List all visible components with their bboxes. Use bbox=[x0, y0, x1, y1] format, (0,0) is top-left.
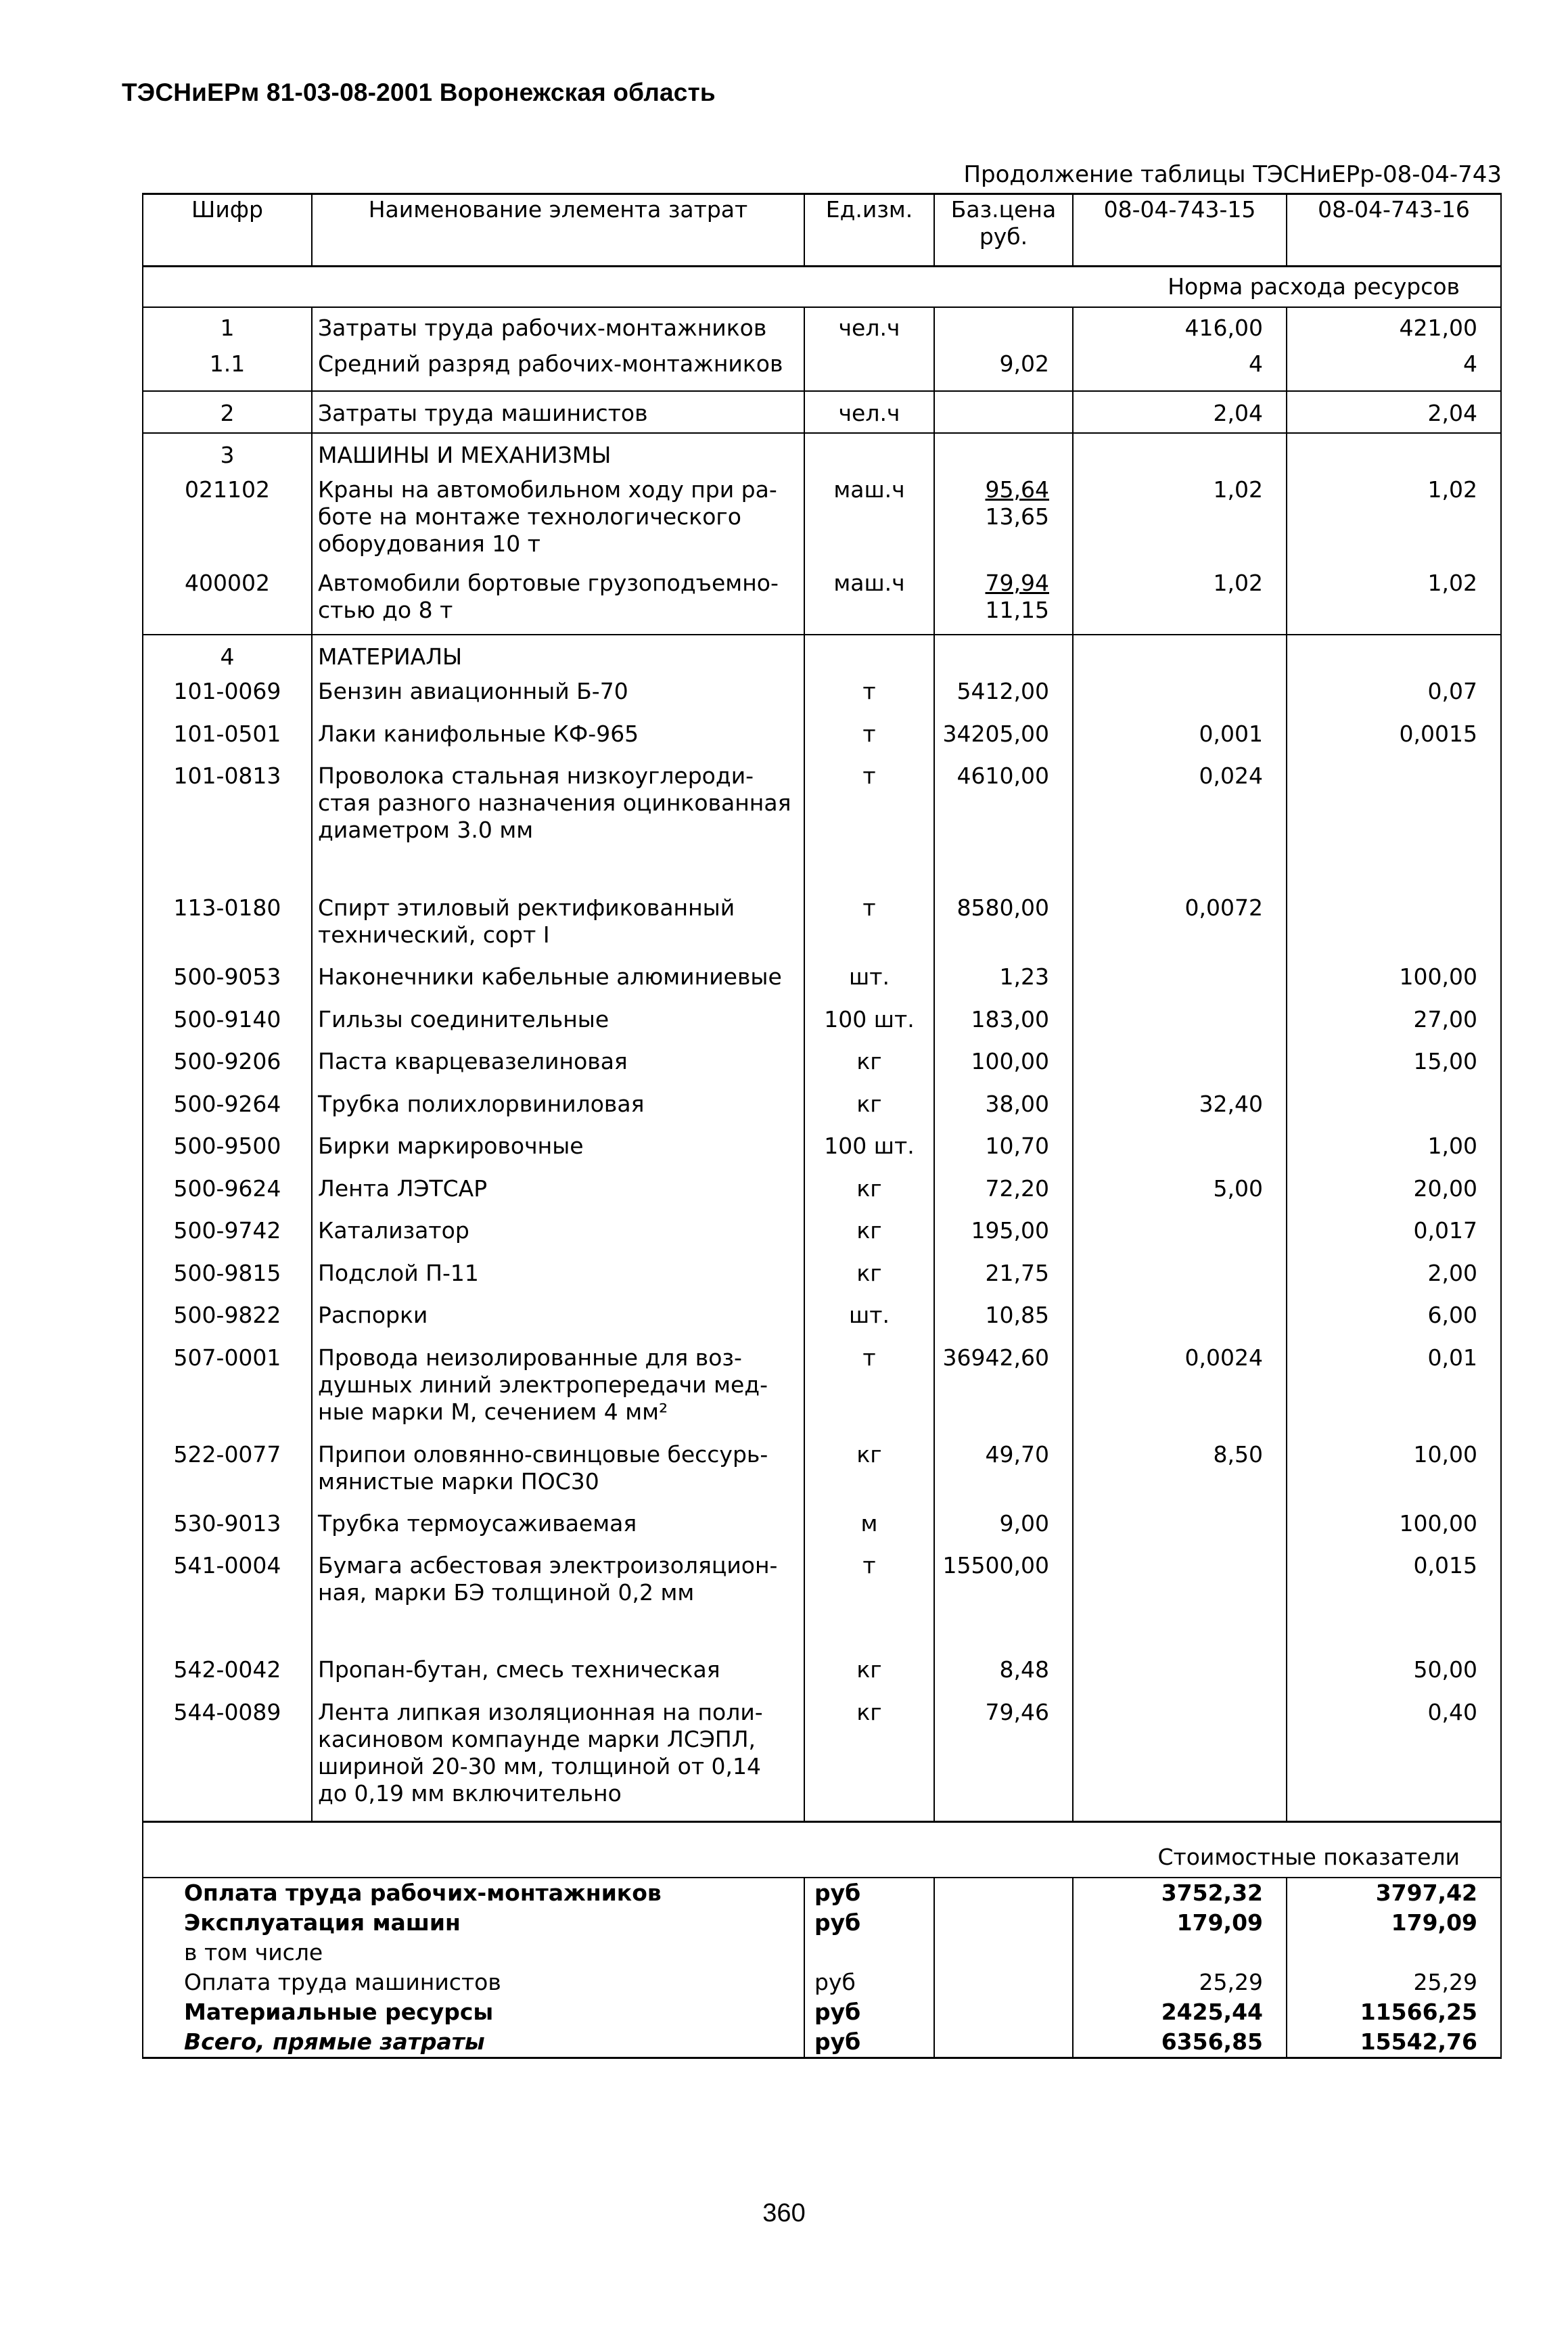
row-code: 500-9053 bbox=[143, 962, 312, 1005]
row-name-line: Автомобили бортовые грузоподъемно- bbox=[318, 570, 779, 596]
row-unit: маш.ч bbox=[804, 568, 934, 635]
row-unit: 100 шт. bbox=[804, 1131, 934, 1174]
header-col-743-15: 08-04-743-15 bbox=[1073, 194, 1287, 267]
row-value-2 bbox=[1287, 893, 1501, 962]
row-name bbox=[312, 1698, 804, 1822]
row-name-line: Гильзы соединительные bbox=[318, 1005, 609, 1032]
row-name-line: Трубка полихлорвиниловая bbox=[318, 1090, 645, 1117]
row-price: 9,02 bbox=[934, 349, 1073, 391]
row-unit bbox=[804, 349, 934, 391]
row-unit: чел.ч bbox=[804, 307, 934, 349]
row-value-1 bbox=[1073, 962, 1287, 1005]
row-value-1: 0,001 bbox=[1073, 719, 1287, 762]
summary-unit bbox=[804, 1938, 934, 1968]
summary-label: Всего, прямые затраты bbox=[143, 2027, 804, 2058]
table-row bbox=[143, 1300, 1501, 1343]
row-value-1 bbox=[1073, 1216, 1287, 1258]
row-value-2: 27,00 bbox=[1287, 1005, 1501, 1047]
row-value-2 bbox=[1287, 761, 1501, 893]
row-code: 4 bbox=[143, 635, 312, 677]
row-code: 021102 bbox=[143, 475, 312, 568]
row-name bbox=[312, 1216, 804, 1258]
row-name bbox=[312, 1300, 804, 1343]
table-row bbox=[143, 568, 1501, 635]
row-code: 1 bbox=[143, 307, 312, 349]
row-code: 544-0089 bbox=[143, 1698, 312, 1822]
row-value-1 bbox=[1073, 1047, 1287, 1089]
summary-row bbox=[143, 1938, 1501, 1968]
row-name-line: Бумага асбестовая электроизоляцион- bbox=[318, 1552, 778, 1579]
row-name-line: до 0,19 мм включительно bbox=[318, 1779, 622, 1807]
row-name bbox=[312, 1131, 804, 1174]
summary-value-1: 3752,32 bbox=[1073, 1878, 1287, 1908]
row-name bbox=[312, 1005, 804, 1047]
row-unit: кг bbox=[804, 1174, 934, 1217]
summary-value-1 bbox=[1073, 1938, 1287, 1968]
row-price: 72,20 bbox=[934, 1174, 1073, 1217]
row-code: 500-9815 bbox=[143, 1258, 312, 1301]
row-price: 9,00 bbox=[934, 1509, 1073, 1551]
row-name-line: оборудования 10 т bbox=[318, 530, 540, 557]
table-row bbox=[143, 1216, 1501, 1258]
row-code: 542-0042 bbox=[143, 1655, 312, 1698]
row-name-line: шириной 20-30 мм, толщиной от 0,14 bbox=[318, 1752, 762, 1779]
row-code: 2 bbox=[143, 391, 312, 433]
row-name-line: диаметром 3.0 мм bbox=[318, 817, 534, 843]
summary-value-2 bbox=[1287, 1938, 1501, 1968]
row-value-2 bbox=[1287, 1089, 1501, 1132]
row-name bbox=[312, 677, 804, 719]
row-value-1: 32,40 bbox=[1073, 1089, 1287, 1132]
row-price bbox=[934, 475, 1073, 568]
row-value-2: 20,00 bbox=[1287, 1174, 1501, 1217]
row-code: 500-9500 bbox=[143, 1131, 312, 1174]
row-unit: т bbox=[804, 893, 934, 962]
row-name bbox=[312, 1047, 804, 1089]
section-row-machines bbox=[143, 433, 1501, 475]
row-name bbox=[312, 1258, 804, 1301]
empty-cell bbox=[804, 635, 934, 677]
empty-cell bbox=[934, 433, 1073, 475]
row-value-1 bbox=[1073, 1300, 1287, 1343]
row-name-line: Катализатор bbox=[318, 1217, 469, 1244]
row-code: 101-0501 bbox=[143, 719, 312, 762]
price-operator-wage: 11,15 bbox=[985, 597, 1049, 623]
row-value-1 bbox=[1073, 1655, 1287, 1698]
row-value-2: 2,00 bbox=[1287, 1258, 1501, 1301]
summary-label: Материальные ресурсы bbox=[143, 1997, 804, 2027]
row-unit: т bbox=[804, 1551, 934, 1655]
row-unit: маш.ч bbox=[804, 475, 934, 568]
row-value-2: 0,40 bbox=[1287, 1698, 1501, 1822]
row-name bbox=[312, 962, 804, 1005]
row-code: 500-9206 bbox=[143, 1047, 312, 1089]
empty-cell bbox=[934, 1908, 1073, 1938]
table-row bbox=[143, 1174, 1501, 1217]
table-row bbox=[143, 677, 1501, 719]
summary-row bbox=[143, 2027, 1501, 2058]
row-price: 8,48 bbox=[934, 1655, 1073, 1698]
row-unit: кг bbox=[804, 1655, 934, 1698]
summary-value-2: 11566,25 bbox=[1287, 1997, 1501, 2027]
row-value-1 bbox=[1073, 1509, 1287, 1551]
row-unit: т bbox=[804, 1343, 934, 1440]
row-unit: т bbox=[804, 677, 934, 719]
table-row bbox=[143, 1131, 1501, 1174]
summary-row bbox=[143, 1968, 1501, 1997]
row-value-2: 0,01 bbox=[1287, 1343, 1501, 1440]
row-name-line: стая разного назначения оцинкованная bbox=[318, 790, 791, 816]
row-name-line: Провода неизолированные для воз- bbox=[318, 1344, 742, 1371]
empty-cell bbox=[934, 1878, 1073, 1908]
page-number: 360 bbox=[762, 2199, 806, 2227]
row-price: 34205,00 bbox=[934, 719, 1073, 762]
row-unit: т bbox=[804, 761, 934, 893]
row-name-line: касиновом компаунде марки ЛСЭПЛ, bbox=[318, 1725, 756, 1752]
resource-norms-table bbox=[142, 193, 1502, 2059]
row-value-2: 50,00 bbox=[1287, 1655, 1501, 1698]
summary-row bbox=[143, 1997, 1501, 2027]
row-name: Затраты труда рабочих-монтажников bbox=[312, 307, 804, 349]
row-value-1: 1,02 bbox=[1073, 475, 1287, 568]
row-name: Затраты труда машинистов bbox=[312, 391, 804, 433]
row-value-2: 0,07 bbox=[1287, 677, 1501, 719]
table-row bbox=[143, 719, 1501, 762]
row-name bbox=[312, 1343, 804, 1440]
row-value-1: 4 bbox=[1073, 349, 1287, 391]
row-code: 530-9013 bbox=[143, 1509, 312, 1551]
row-code: 3 bbox=[143, 433, 312, 475]
row-value-2: 10,00 bbox=[1287, 1440, 1501, 1509]
summary-label: Эксплуатация машин bbox=[143, 1908, 804, 1938]
row-name bbox=[312, 1655, 804, 1698]
summary-label: Оплата труда машинистов bbox=[143, 1968, 804, 1997]
row-value-1: 2,04 bbox=[1073, 391, 1287, 433]
empty-cell bbox=[1073, 433, 1287, 475]
row-code: 500-9624 bbox=[143, 1174, 312, 1217]
table-row bbox=[143, 475, 1501, 568]
table-row bbox=[143, 1551, 1501, 1655]
document-title: ТЭСНиЕРм 81-03-08-2001 Воронежская область bbox=[122, 78, 716, 106]
row-value-2: 15,00 bbox=[1287, 1047, 1501, 1089]
row-price bbox=[934, 307, 1073, 349]
row-value-1: 8,50 bbox=[1073, 1440, 1287, 1509]
row-code: 500-9742 bbox=[143, 1216, 312, 1258]
row-value-2: 4 bbox=[1287, 349, 1501, 391]
cost-band-row bbox=[143, 1822, 1501, 1878]
summary-value-1: 25,29 bbox=[1073, 1968, 1287, 1997]
norm-label: Норма расхода ресурсов bbox=[1168, 273, 1460, 300]
row-value-2: 100,00 bbox=[1287, 962, 1501, 1005]
row-value-1 bbox=[1073, 1005, 1287, 1047]
row-unit: м bbox=[804, 1509, 934, 1551]
table-header-row bbox=[143, 194, 1501, 267]
row-unit: кг bbox=[804, 1440, 934, 1509]
empty-cell bbox=[804, 433, 934, 475]
table-row bbox=[143, 349, 1501, 391]
row-name-line: Подслой П-11 bbox=[318, 1259, 479, 1286]
row-name-line: ная, марки БЭ толщиной 0,2 мм bbox=[318, 1579, 695, 1606]
row-value-1: 1,02 bbox=[1073, 568, 1287, 635]
row-code: 1.1 bbox=[143, 349, 312, 391]
summary-value-1: 2425,44 bbox=[1073, 1997, 1287, 2027]
table-row bbox=[143, 1089, 1501, 1132]
header-base-price bbox=[934, 194, 1073, 267]
summary-unit: руб bbox=[804, 1878, 934, 1908]
empty-cell bbox=[1287, 635, 1501, 677]
price-operator-wage: 13,65 bbox=[985, 503, 1049, 530]
row-code: 541-0004 bbox=[143, 1551, 312, 1655]
summary-value-2: 3797,42 bbox=[1287, 1878, 1501, 1908]
summary-value-2: 25,29 bbox=[1287, 1968, 1501, 1997]
row-value-2: 1,02 bbox=[1287, 475, 1501, 568]
row-value-1: 0,0024 bbox=[1073, 1343, 1287, 1440]
row-name-line: Бирки маркировочные bbox=[318, 1133, 584, 1159]
norm-band-row bbox=[143, 267, 1501, 308]
row-value-1 bbox=[1073, 1258, 1287, 1301]
row-price: 79,46 bbox=[934, 1698, 1073, 1822]
header-price-line2: руб. bbox=[979, 223, 1028, 250]
table-row bbox=[143, 1047, 1501, 1089]
table-row bbox=[143, 1509, 1501, 1551]
table-continuation-caption: Продолжение таблицы ТЭСНиЕРр-08-04-743 bbox=[963, 161, 1502, 188]
row-price bbox=[934, 391, 1073, 433]
row-name-line: боте на монтаже технологического bbox=[318, 503, 741, 530]
row-name-line: Лента липкая изоляционная на поли- bbox=[318, 1698, 763, 1725]
row-code: 500-9140 bbox=[143, 1005, 312, 1047]
header-price-line1: Баз.цена bbox=[950, 196, 1057, 223]
row-unit: т bbox=[804, 719, 934, 762]
row-value-2: 421,00 bbox=[1287, 307, 1501, 349]
summary-value-1: 6356,85 bbox=[1073, 2027, 1287, 2058]
section-row-materials bbox=[143, 635, 1501, 677]
price-machine-operation: 79,94 bbox=[985, 570, 1049, 596]
table-row bbox=[143, 1655, 1501, 1698]
section-title-materials: МАТЕРИАЛЫ bbox=[312, 635, 804, 677]
row-name bbox=[312, 568, 804, 635]
row-value-1: 5,00 bbox=[1073, 1174, 1287, 1217]
row-name-line: Лаки канифольные КФ-965 bbox=[318, 720, 639, 747]
summary-value-2: 179,09 bbox=[1287, 1908, 1501, 1938]
row-code: 500-9822 bbox=[143, 1300, 312, 1343]
row-name-line: Наконечники кабельные алюминиевые bbox=[318, 963, 782, 990]
cost-label: Стоимостные показатели bbox=[1157, 1844, 1460, 1870]
row-unit: кг bbox=[804, 1698, 934, 1822]
empty-cell bbox=[934, 1997, 1073, 2027]
row-price: 1,23 bbox=[934, 962, 1073, 1005]
row-value-1: 0,0072 bbox=[1073, 893, 1287, 962]
row-name-line: Спирт этиловый ректификованный bbox=[318, 894, 735, 921]
row-value-2: 100,00 bbox=[1287, 1509, 1501, 1551]
row-name-line: Проволока стальная низкоуглероди- bbox=[318, 763, 754, 789]
row-unit: шт. bbox=[804, 1300, 934, 1343]
table-row bbox=[143, 391, 1501, 433]
row-price: 195,00 bbox=[934, 1216, 1073, 1258]
row-value-1 bbox=[1073, 677, 1287, 719]
row-price: 10,70 bbox=[934, 1131, 1073, 1174]
section-title-machines: МАШИНЫ И МЕХАНИЗМЫ bbox=[312, 433, 804, 475]
row-price: 21,75 bbox=[934, 1258, 1073, 1301]
row-value-2: 0,017 bbox=[1287, 1216, 1501, 1258]
table-row bbox=[143, 761, 1501, 893]
row-name-line: душных линий электропередачи мед- bbox=[318, 1371, 768, 1398]
row-value-2: 0,015 bbox=[1287, 1551, 1501, 1655]
summary-row bbox=[143, 1878, 1501, 1908]
row-name-line: Бензин авиационный Б-70 bbox=[318, 678, 628, 704]
row-value-2: 1,00 bbox=[1287, 1131, 1501, 1174]
row-name: Средний разряд рабочих-монтажников bbox=[312, 349, 804, 391]
table-row bbox=[143, 307, 1501, 349]
empty-cell bbox=[934, 2027, 1073, 2058]
table-row bbox=[143, 1005, 1501, 1047]
empty-cell bbox=[1287, 433, 1501, 475]
row-value-2: 0,0015 bbox=[1287, 719, 1501, 762]
row-name bbox=[312, 1174, 804, 1217]
row-name bbox=[312, 761, 804, 893]
row-unit: кг bbox=[804, 1047, 934, 1089]
empty-cell bbox=[1073, 635, 1287, 677]
row-code: 500-9264 bbox=[143, 1089, 312, 1132]
row-code: 400002 bbox=[143, 568, 312, 635]
table-row bbox=[143, 1343, 1501, 1440]
row-name-line: Распорки bbox=[318, 1302, 428, 1328]
table-row bbox=[143, 1258, 1501, 1301]
row-name bbox=[312, 1089, 804, 1132]
row-name bbox=[312, 1440, 804, 1509]
row-name bbox=[312, 893, 804, 962]
row-unit: кг bbox=[804, 1089, 934, 1132]
row-code: 113-0180 bbox=[143, 893, 312, 962]
row-value-2: 2,04 bbox=[1287, 391, 1501, 433]
header-col-743-16: 08-04-743-16 bbox=[1287, 194, 1501, 267]
summary-label: в том числе bbox=[143, 1938, 804, 1968]
summary-unit: руб bbox=[804, 1968, 934, 1997]
row-price: 100,00 bbox=[934, 1047, 1073, 1089]
row-code: 101-0813 bbox=[143, 761, 312, 893]
row-price: 183,00 bbox=[934, 1005, 1073, 1047]
table-row bbox=[143, 893, 1501, 962]
row-price: 10,85 bbox=[934, 1300, 1073, 1343]
row-unit: кг bbox=[804, 1258, 934, 1301]
table-row bbox=[143, 1440, 1501, 1509]
row-value-1 bbox=[1073, 1551, 1287, 1655]
price-machine-operation: 95,64 bbox=[985, 476, 1049, 503]
summary-row bbox=[143, 1908, 1501, 1938]
row-unit: чел.ч bbox=[804, 391, 934, 433]
row-value-1: 416,00 bbox=[1073, 307, 1287, 349]
summary-unit: руб bbox=[804, 2027, 934, 2058]
row-name bbox=[312, 1509, 804, 1551]
row-value-1 bbox=[1073, 1131, 1287, 1174]
row-name-line: Пропан-бутан, смесь техническая bbox=[318, 1656, 720, 1683]
row-value-1 bbox=[1073, 1698, 1287, 1822]
row-price: 38,00 bbox=[934, 1089, 1073, 1132]
row-price: 8580,00 bbox=[934, 893, 1073, 962]
table-row bbox=[143, 1698, 1501, 1822]
row-name-line: Трубка термоусаживаемая bbox=[318, 1509, 637, 1537]
empty-cell bbox=[934, 635, 1073, 677]
summary-value-2: 15542,76 bbox=[1287, 2027, 1501, 2058]
row-code: 522-0077 bbox=[143, 1440, 312, 1509]
empty-cell bbox=[934, 1938, 1073, 1968]
header-code: Шифр bbox=[143, 194, 312, 267]
row-name-line: мянистые марки ПОС30 bbox=[318, 1468, 599, 1495]
row-value-2: 6,00 bbox=[1287, 1300, 1501, 1343]
row-name-line: технический, сорт I bbox=[318, 922, 550, 948]
row-code: 507-0001 bbox=[143, 1343, 312, 1440]
header-unit: Ед.изм. bbox=[804, 194, 934, 267]
row-value-2: 1,02 bbox=[1287, 568, 1501, 635]
row-price bbox=[934, 568, 1073, 635]
empty-cell bbox=[934, 1968, 1073, 1997]
row-unit: кг bbox=[804, 1216, 934, 1258]
row-price: 49,70 bbox=[934, 1440, 1073, 1509]
row-price: 36942,60 bbox=[934, 1343, 1073, 1440]
row-name bbox=[312, 719, 804, 762]
row-unit: 100 шт. bbox=[804, 1005, 934, 1047]
row-name-line: Краны на автомобильном ходу при ра- bbox=[318, 476, 777, 503]
summary-unit: руб bbox=[804, 1908, 934, 1938]
row-name-line: стью до 8 т bbox=[318, 597, 453, 623]
row-name bbox=[312, 475, 804, 568]
row-price: 15500,00 bbox=[934, 1551, 1073, 1655]
row-price: 4610,00 bbox=[934, 761, 1073, 893]
row-name-line: Припои оловянно-свинцовые бессурь- bbox=[318, 1440, 768, 1468]
summary-label: Оплата труда рабочих-монтажников bbox=[143, 1878, 804, 1908]
row-code: 101-0069 bbox=[143, 677, 312, 719]
summary-value-1: 179,09 bbox=[1073, 1908, 1287, 1938]
row-name-line: Лента ЛЭТСАР bbox=[318, 1175, 488, 1202]
row-price: 5412,00 bbox=[934, 677, 1073, 719]
row-name-line: ные марки М, сечением 4 мм² bbox=[318, 1398, 668, 1425]
summary-unit: руб bbox=[804, 1997, 934, 2027]
table-row bbox=[143, 962, 1501, 1005]
row-value-1: 0,024 bbox=[1073, 761, 1287, 893]
row-unit: шт. bbox=[804, 962, 934, 1005]
row-name-line: Паста кварцевазелиновая bbox=[318, 1048, 628, 1074]
header-name: Наименование элемента затрат bbox=[312, 194, 804, 267]
row-name bbox=[312, 1551, 804, 1655]
